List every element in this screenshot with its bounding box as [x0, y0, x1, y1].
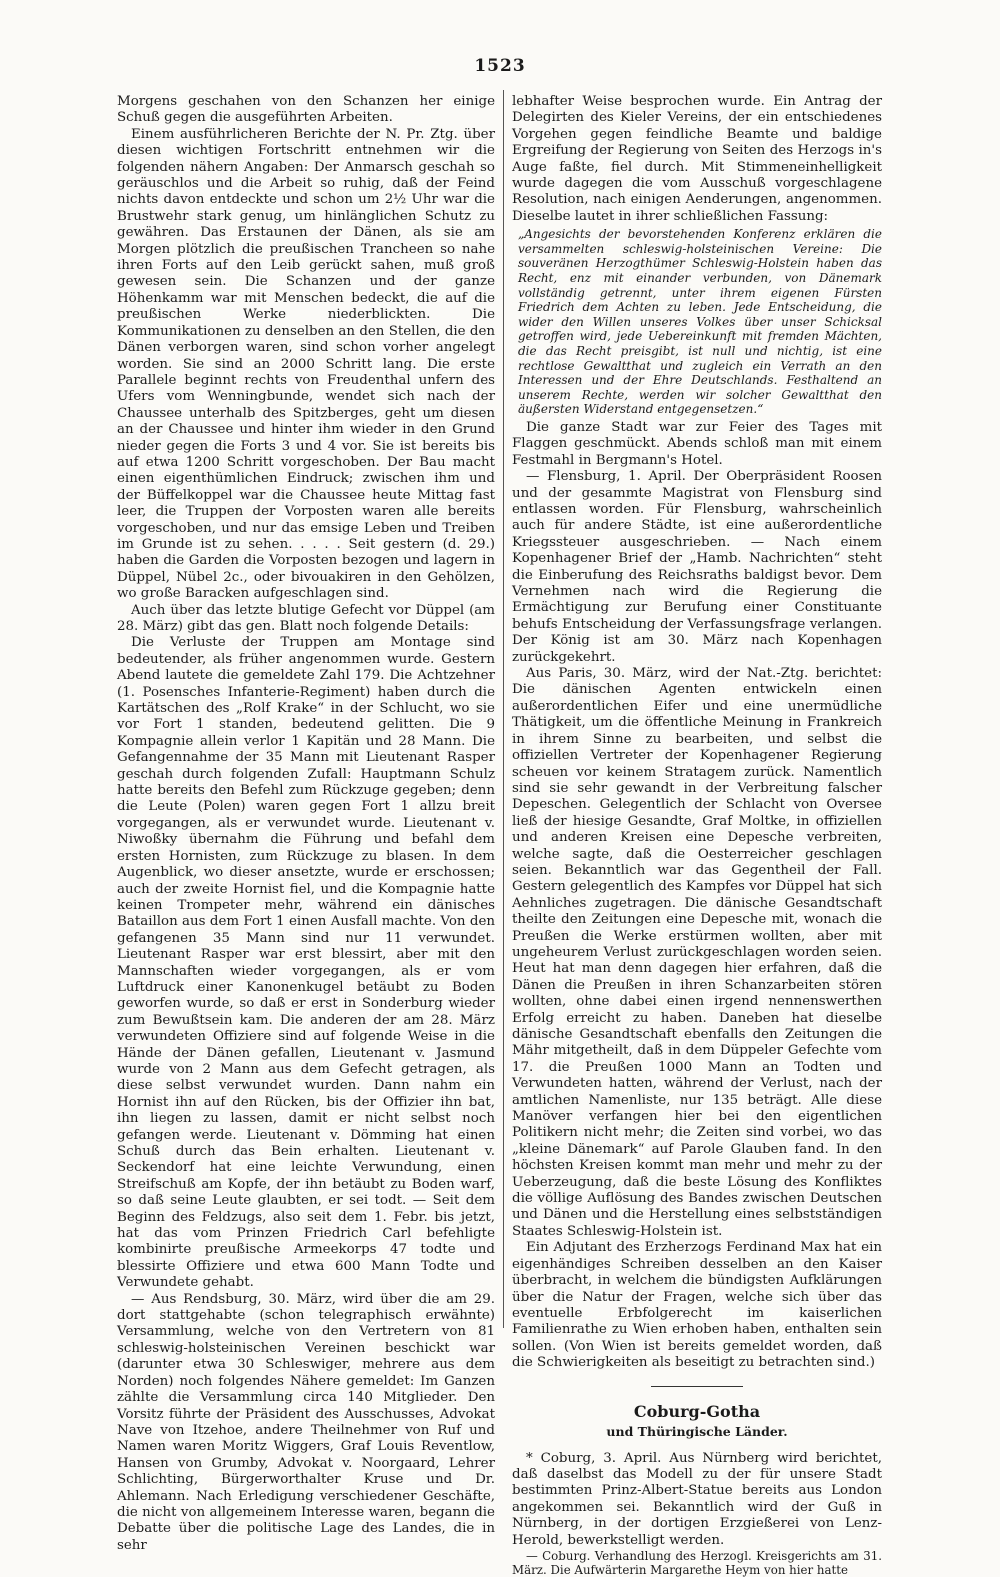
right-column [512, 94, 882, 1577]
resolution-quote [518, 227, 882, 417]
article-paragraph: — Flensburg, 1. April. Der Oberpräsident Roosen und der gesammte Magistrat von Flensburg sind entlassen worden. Für Flensburg, wahrscheinlich auch für andere Städte, ist eine außerordentliche Kriegssteuer ausgeschrieben. — Nach einem Kopenhagener Brief der „Hamb. Nachrichten“ steht die Einberufung des Reichsraths baldigst bevor. Dem Vernehmen nach wird die Regierung die Ermächtigung zur Berufung einer Constituante behufs Entscheidung der Verfassungsfrage verlangen. Der König ist am 30. März nach Kopenhagen zurückgekehrt. [512, 469, 882, 665]
quote-text: „Angesichts der bevorstehenden Konferenz erklären die versammelten schleswig-holsteinischen Vereine: Die souveränen Herzogthümer Schleswig-Holstein haben das Recht, enz mit einander verbunden, von Dänemark vollständig getrennt, unter ihrem eigenen Fürsten Friedrich dem Achten zu leben. Jede Entscheidung, die wider den Willen unseres Volkes über unser Schicksal getroffen wird, jede Uebereinkunft mit fremden Mächten, die das Recht preisgibt, ist null und nichtig, ist eine rechtlose Gewaltthat und zugleich ein Verrath an den Interessen und der Ehre Deutschlands. Festhaltend an unserem Rechte, werden wir solcher Gewaltthat den äußersten Widerstand entgegensetzen.“ [518, 227, 882, 417]
article-paragraph: — Aus Rendsburg, 30. März, wird über die am 29. dort stattgehabte (schon telegraphisch erwähnte) Versammlung, welche von den Vertretern von 81 schleswig-holsteinischen Vereinen beschickt war (darunter etwa 30 Schleswiger, mehrere aus dem Norden) noch folgendes Nähere gemeldet: Im Ganzen zählte die Versammlung circa 140 Mitglieder. Den Vorsitz führte der Präsident des Ausschusses, Advokat Nave von Itzehoe, andere Theilnehmer von Ruf und Namen waren Moritz Wiggers, Graf Louis Reventlow, Hansen von Grumby, Advokat v. Noorgaard, Lehrer Schlichting, Bürgerworthalter Kruse und Dr. Ahlemann. Nach Erledigung verschiedener Geschäfte, die nicht von allgemeinem Interesse waren, begann die Debatte über die politische Lage des Landes, die in sehr [117, 1291, 495, 1553]
article-paragraph: Morgens geschahen von den Schanzen her einige Schuß gegen die ausgeführten Arbeiten. [117, 94, 495, 126]
article-paragraph: Die ganze Stadt war zur Feier des Tages mit Flaggen geschmückt. Abends schloß man mit einem Festmahl in Bergmann's Hotel. [512, 419, 882, 468]
article-paragraph: Auch über das letzte blutige Gefecht vor Düppel (am 28. März) gibt das gen. Blatt noch folgende Details: [117, 602, 495, 634]
article-paragraph: Aus Paris, 30. März, wird der Nat.-Ztg. berichtet: Die dänischen Agenten entwickeln einen außerordentlichen Eifer und eine unermüdliche Thätigkeit, um die öffentliche Meinung in Frankreich in ihrem Sinne zu bearbeiten, und selbst die offiziellen Vertreter der Kopenhagener Regierung scheuen vor keinem Stratagem zurück. Namentlich sind sie sehr gewandt in der Verbreitung falscher Depeschen. Gelegentlich der Schlacht von Oversee ließ der hiesige Gesandte, Graf Moltke, in offiziellen und anderen Kreisen eine Depesche verbreiten, welche sagte, daß die Oesterreicher geschlagen seien. Bekanntlich war das Gegentheil der Fall. Gestern gelegentlich des Kampfes vor Düppel hat sich Aehnliches zugetragen. Die dänische Gesandtschaft theilte den Zeitungen eine Depesche mit, wonach die Preußen die Werke erstürmen wollten, aber mit ungeheurem Verlust zurückgeschlagen worden seien. Heut hat man denn dagegen hier erfahren, daß die Dänen die Preußen in ihren Schanzarbeiten stören wollten, ohne dabei einen irgend nennenswerthen Erfolg erreicht zu haben. Daneben hat dieselbe dänische Gesandtschaft ebenfalls den Zeitungen die Mähr mitgetheilt, daß in dem Düppeler Gefechte vom 17. die Preußen 1000 Mann an Todten und Verwundeten hatten, während der Verlust, nach der amtlichen Namenliste, nur 135 beträgt. Alle diese Manöver verfangen hier bei den eigentlichen Politikern nicht mehr; die Zeiten sind vorbei, wo das „kleine Dänemark“ auf Parole Glauben fand. In den höchsten Kreisen kommt man mehr und mehr zu der Ueberzeugung, daß die beste Lösung des Konfliktes die völlige Auflösung des Bandes zwischen Deutschen und Dänen und die Herstellung eines selbstständigen Staates Schleswig-Holstein ist. [512, 666, 882, 1239]
article-paragraph: Ein Adjutant des Erzherzogs Ferdinand Max hat ein eigenhändiges Schreiben desselben an den Kaiser überbracht, in welchem die bündigsten Aufklärungen über die Natur der Fragen, welche sich über das eventuelle Erbfolgerecht im kaiserlichen Familienrathe zu Wien erhoben haben, enthalten sein sollen. (Von Wien ist bereits gemeldet worden, daß die Schwierigkeiten als beseitigt zu betrachten sind.) [512, 1240, 882, 1371]
article-paragraph: * Coburg, 3. April. Aus Nürnberg wird berichtet, daß daselbst das Modell zu der für unsere Stadt bestimmten Prinz-Albert-Statue bereits aus London angekommen sei. Bekanntlich wird der Guß in Nürnberg, in der dortigen Erzgießerei von Lenz-Herold, bewerkstelligt werden. [512, 1450, 882, 1548]
article-paragraph: lebhafter Weise besprochen wurde. Ein Antrag der Delegirten des Kieler Vereins, der ein entschiedenes Vorgehen gegen feindliche Beamte und baldige Ergreifung der Regierung von Seiten des Herzogs in's Auge faßte, fiel durch. Mit Stimmeneinhelligkeit wurde dagegen die vom Ausschuß vorgeschlagene Resolution, nach einigen Aenderungen, angenommen. Dieselbe lautet in ihrer schließlichen Fassung: [512, 94, 882, 224]
section-divider [651, 1386, 743, 1387]
section-subheading: und Thüringische Länder. [606, 1423, 788, 1439]
column-divider [503, 90, 504, 1328]
article-paragraph: Die Verluste der Truppen am Montage sind bedeutender, als früher angenommen wurde. Gestern Abend lautete die gemeldete Zahl 179. Die Achtzehner (1. Posensches Infanterie-Regiment) haben durch die Kartätschen des „Rolf Krake“ in der Schlucht, wo sie vor Fort 1 standen, bedeutend gelitten. Die 9 Kompagnie allein verlor 1 Kapitän und 28 Mann. Die Gefangennahme der 35 Mann mit Lieutenant Rasper geschah durch folgenden Zufall: Hauptmann Schulz hatte bereits den Befehl zum Rückzuge gegeben; denn die Leute (Polen) waren gegen Fort 1 allzu breit vorgegangen, als er verwundet wurde. Lieutenant v. Niwoßky übernahm die Führung und befahl dem ersten Hornisten, zum Rückzuge zu blasen. In dem Augenblick, wo dieser ansetzte, wurde er erschossen; auch der zweite Hornist fiel, und die Kompagnie hatte keinen Trompeter mehr, während ein dänisches Bataillon aus dem Fort 1 einen Ausfall machte. Von den gefangenen 35 Mann sind nur 11 verwundet. Lieutenant Rasper war erst blessirt, aber mit den Mannschaften wieder vorgegangen, als er vom Luftdruck einer Kanonenkugel betäubt zu Boden geworfen wurde, so daß er erst in Sonderburg wieder zum Bewußtsein kam. Die anderen der am 28. März verwundeten Offiziere sind auf folgende Weise in die Hände der Dänen gefallen, Lieutenant v. Jasmund wurde von 2 Mann aus dem Gefecht getragen, als diese selbst verwundet wurden. Dann nahm ein Hornist ihn auf den Rücken, bis der Offizier ihn bat, ihn liegen zu lassen, damit er nicht selbst noch gefangen werde. Lieutenant v. Dömming hat einen Schuß durch das Bein erhalten. Lieutenant v. Seckendorf hat eine leichte Verwundung, einen Streifschuß am Kopfe, der ihn betäubt zu Boden warf, so daß seine Leute glaubten, er sei todt. — Seit dem Beginn des Feldzugs, also seit dem 1. Febr. bis jetzt, hat das vom Prinzen Friedrich Carl befehligte kombinirte preußische Armeekorps 47 todte und blessirte Offiziere und etwa 600 Mann Todte und Verwundete gehabt. [117, 635, 495, 1291]
left-column [117, 94, 495, 1554]
page-number: 1523 [474, 56, 526, 76]
article-paragraph: — Coburg. Verhandlung des Herzogl. Kreisgerichts am 31. März. Die Aufwärterin Margarethe Heym von hier hatte [512, 1548, 882, 1577]
section-heading: Coburg-Gotha [633, 1401, 761, 1421]
article-paragraph: Einem ausführlicheren Berichte der N. Pr. Ztg. über diesen wichtigen Fortschritt entnehmen wir die folgenden nähern Angaben: Der Anmarsch geschah so geräuschlos und die Arbeit so ruhig, daß der Feind nichts davon entdeckte und schon um 2½ Uhr war die Brustwehr stark genug, um hinlänglichen Schutz zu gewähren. Das Erstaunen der Dänen, als sie am Morgen plötzlich die preußischen Trancheen so nahe ihren Forts auf den Leib gerückt sahen, muß groß gewesen sein. Die Schanzen und der ganze Höhenkamm war mit Menschen bedeckt, die auf die preußischen Werke niederblickten. Die Kommunikationen zu denselben an den Stellen, die den Dänen verborgen waren, sind schon vorher angelegt worden. Sie sind an 2000 Schritt lang. Die erste Parallele beginnt rechts von Freudenthal unfern des Ufers vom Wenningbunde, wendet sich nach der Chaussee unterhalb des Spitzberges, geht um diesen an der Chaussee und hinter ihm wieder in den Grund nieder gegen die Forts 3 und 4 vor. Sie ist bereits bis auf etwa 1200 Schritt vorgeschoben. Der Bau macht einen eigenthümlichen Eindruck; zwischen ihm und der Büffelkoppel war die Chaussee heute Mittag fast leer, die Truppen der Vorposten waren alle bereits vorgeschoben, und nur das emsige Leben und Treiben im Grunde ist zu sehen. . . . . Seit gestern (d. 29.) haben die Garden die Vorposten bezogen und lagern in Düppel, Nübel 2c., oder bivouakiren in den Gehölzen, wo große Baracken aufgeschlagen sind. [117, 126, 495, 602]
